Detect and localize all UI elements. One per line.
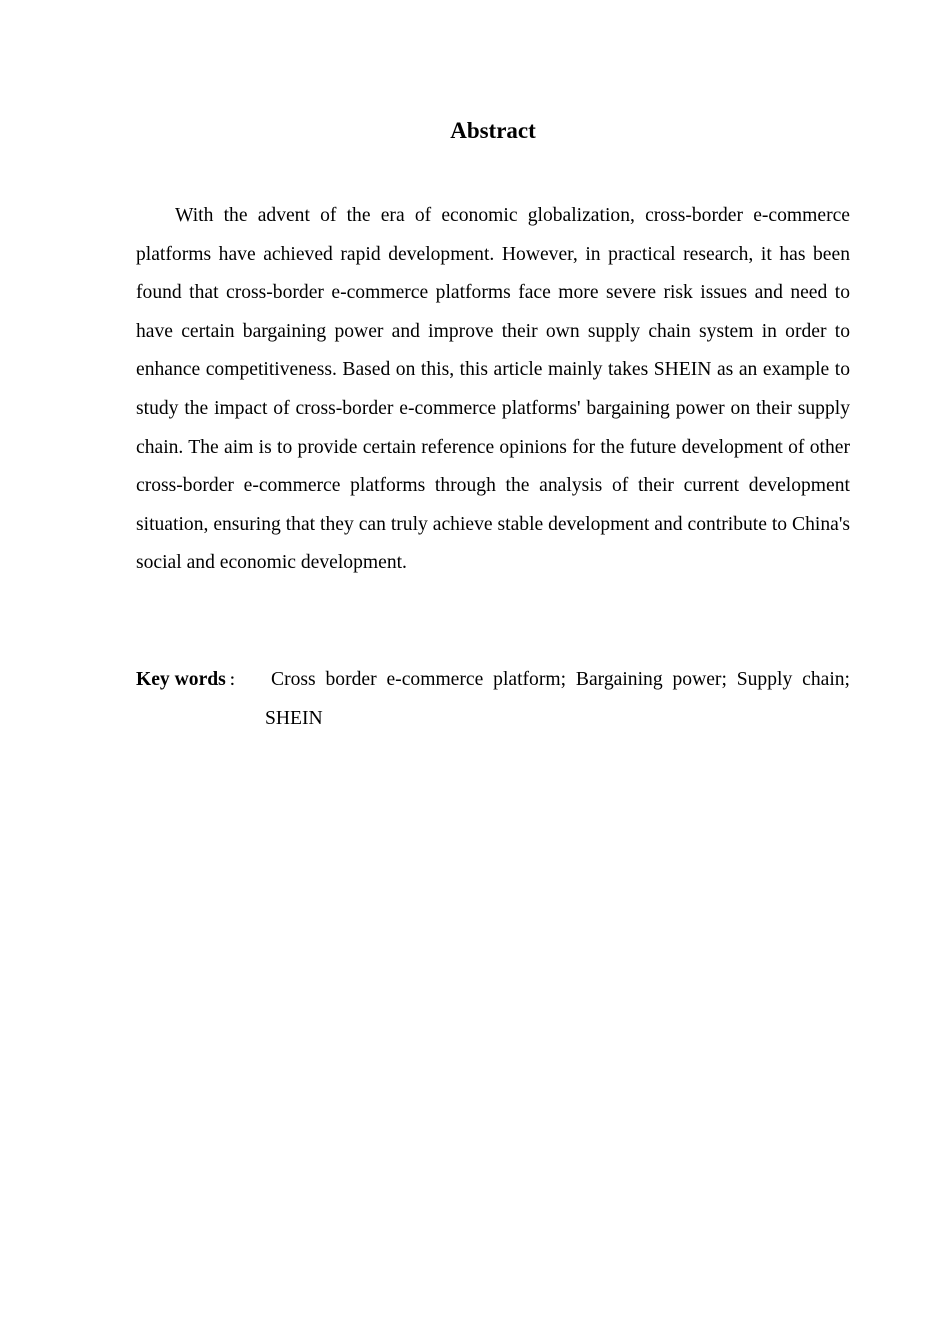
keywords-colon: ： [228,673,244,689]
keywords-list: Cross border e-commerce platform; Bargaining power; Supply chain; SHEIN [265,669,850,729]
keywords-section [136,661,850,738]
abstract-paragraph: With the advent of the era of economic globalization, cross-border e-commerce platforms have achieved rapid development. However, in practical research, it has been found that cross-border e-commerce platforms face more severe risk issues and need to have certain bargaining power and improve their own supply chain system in order to enhance competitiveness. Based on this, this article mainly takes SHEIN as an example to study the impact of cross-border e-commerce platforms' bargaining power on their supply chain. The aim is to provide certain reference opinions for the future development of other cross-border e-commerce platforms through the analysis of their current development situation, ensuring that they can truly achieve stable development and contribute to China's social and economic development. [136,205,850,574]
keywords-label: Key words [136,669,226,690]
keywords-label-group [136,661,244,701]
page-title: Abstract [450,118,536,143]
